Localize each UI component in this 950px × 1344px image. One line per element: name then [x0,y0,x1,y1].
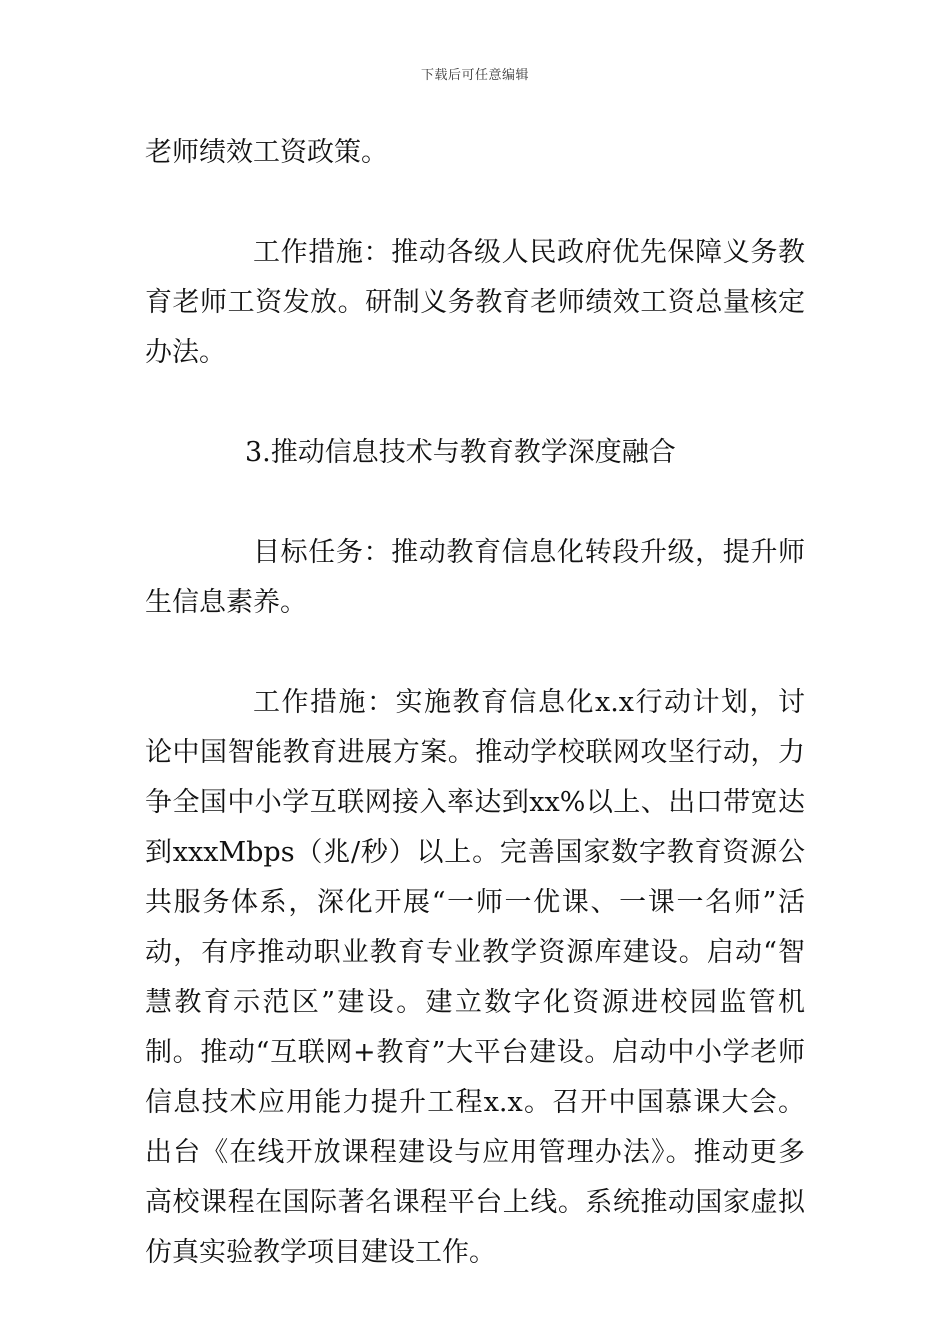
paragraph-work-measures-1: 工作措施：推动各级人民政府优先保障义务教育老师工资发放。研制义务教育老师绩效工资总量核定办法。 [145,237,805,368]
paragraph-spacer [145,478,805,528]
paragraph-target-tasks: 目标任务：推动教育信息化转段升级，提升师生信息素养。 [145,537,805,618]
paragraph-spacer [145,378,805,428]
paragraph-spacer [145,178,805,228]
paragraph-spacer [145,628,805,678]
paragraph-continuation: 老师绩效工资政策。 [145,137,388,168]
page-header: 下载后可任意编辑 [420,68,529,83]
paragraph-work-measures-2: 工作措施：实施教育信息化x.x行动计划，讨论中国智能教育进展方案。推动学校联网攻坚行动，力争全国中小学互联网接入率达到xx%以上、出口带宽达到xxxMbps（兆/秒）以上。完善国家数字教育资源公共服务体系，深化开展“一师一优课、一课一名师”活动，有序推动职业教育专业教学资源库建设。启动“智慧教育示范区”建设。建立数字化资源进校园监管机制。推动“互联网+教育”大平台建设。启动中小学老师信息技术应用能力提升工程x.x。召开中国慕课大会。出台《在线开放课程建设与应用管理办法》。推动更多高校课程在国际著名课程平台上线。系统推动国家虚拟仿真实验教学项目建设工作。 [145,687,805,1268]
section-heading-3: 3.推动信息技术与教育教学深度融合 [245,437,676,468]
document-body [145,128,805,1278]
